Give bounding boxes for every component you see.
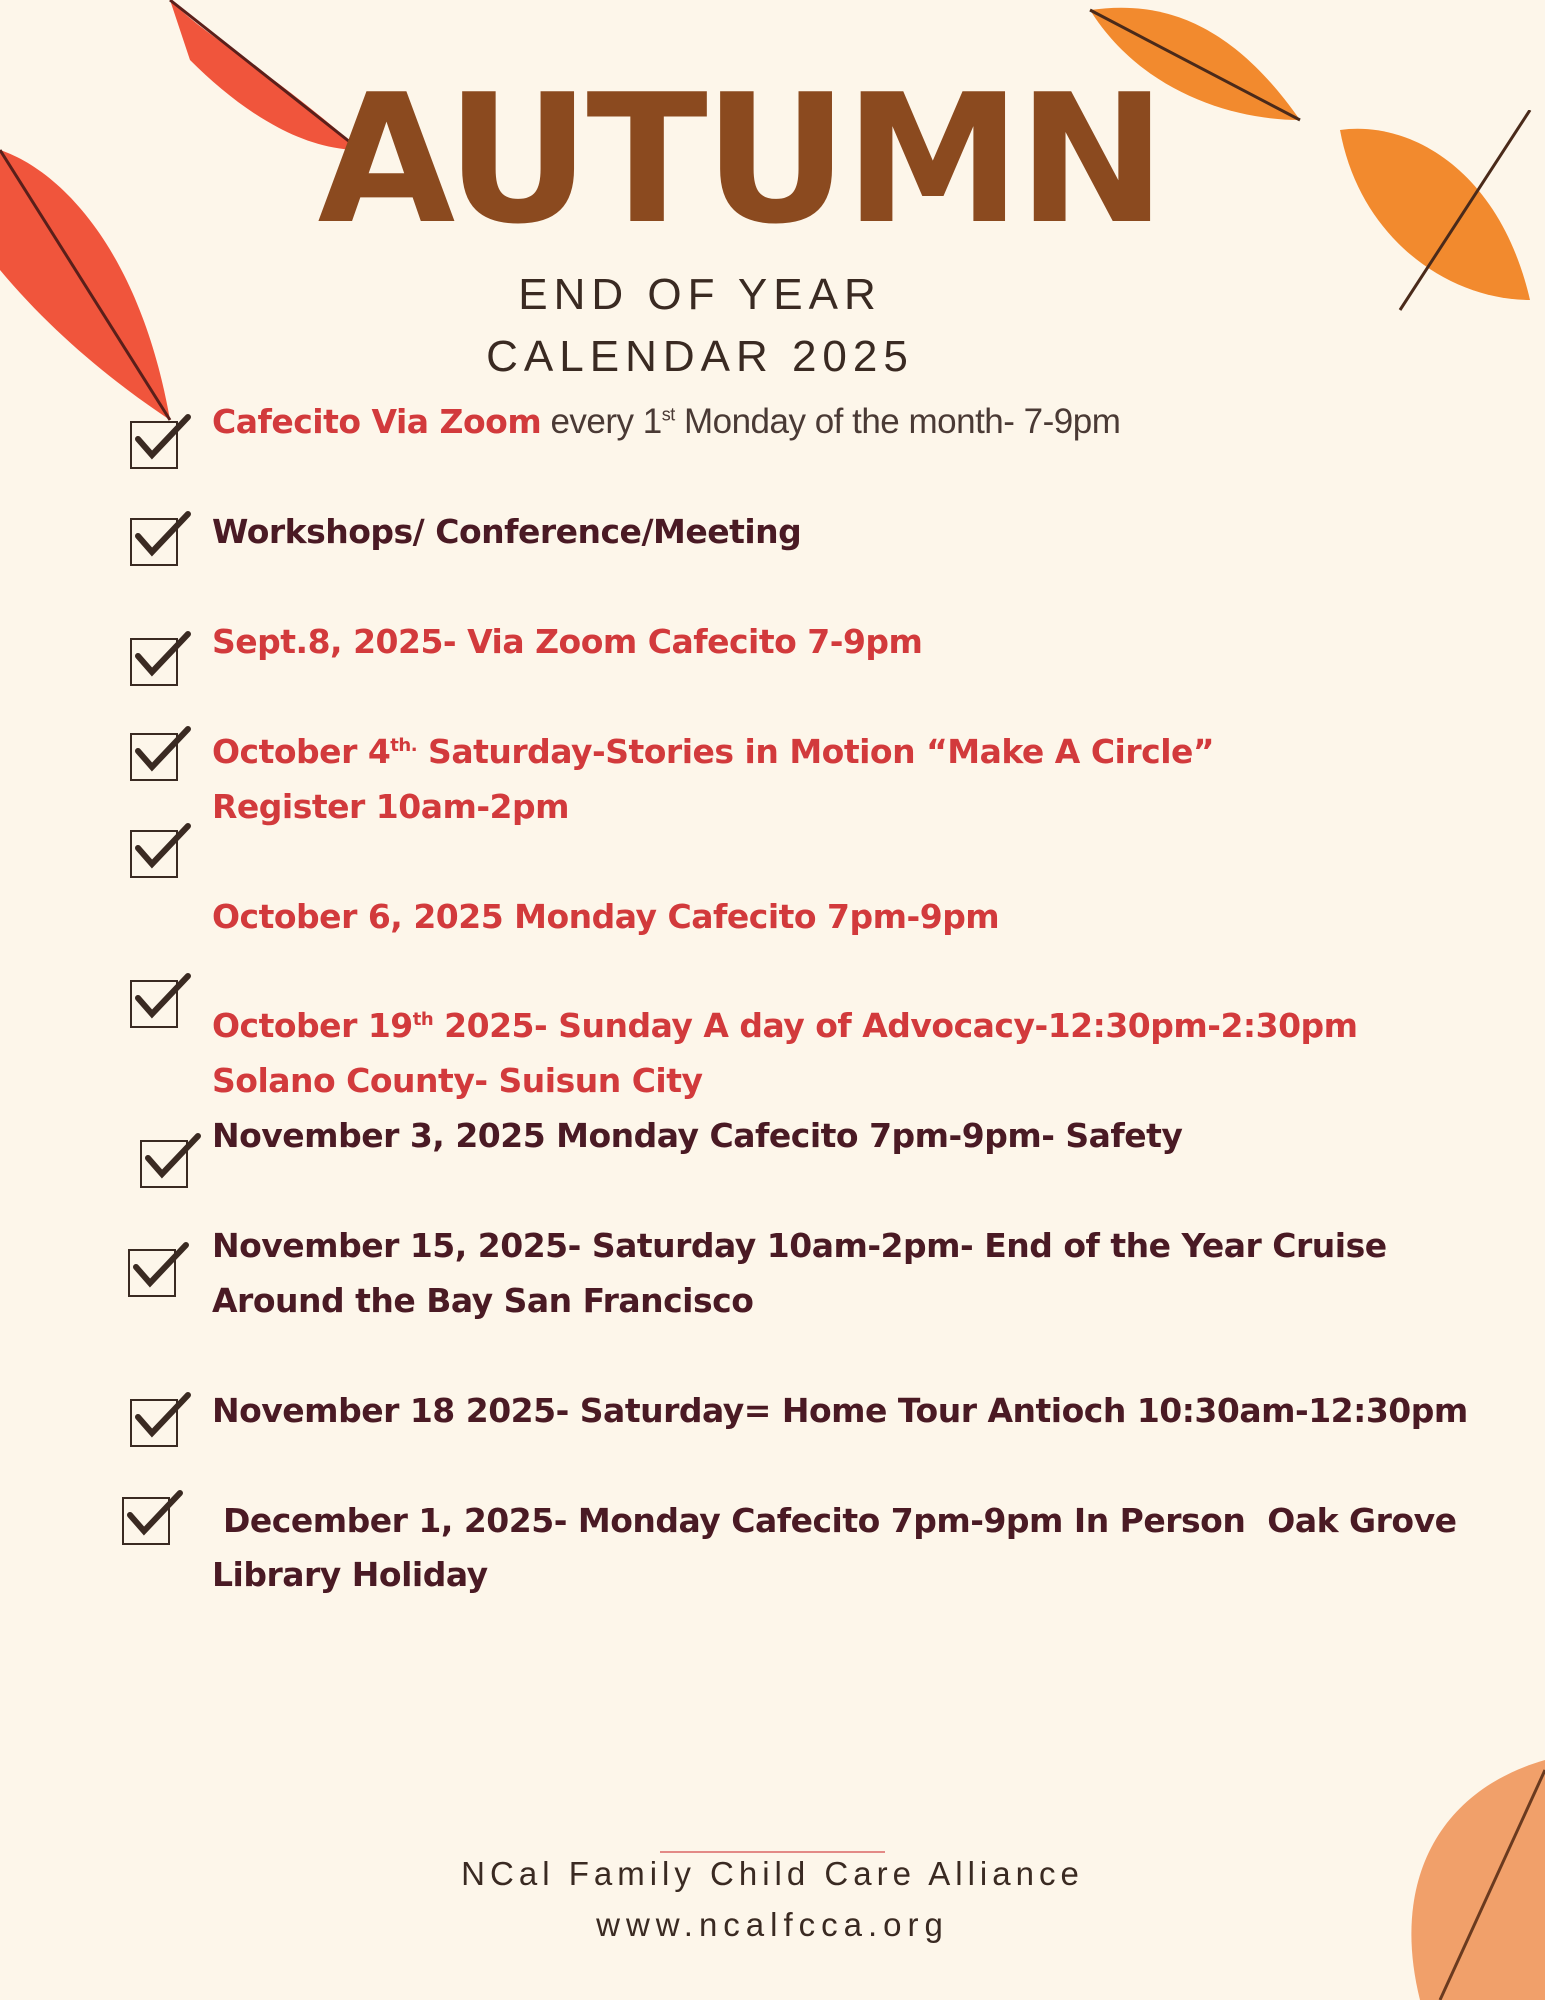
page-title: AUTUMN <box>317 56 1163 263</box>
checked-box-icon <box>130 1399 178 1447</box>
item-rest: every 1st Monday of the month- 7-9pm <box>541 402 1121 441</box>
list-item: Workshops/ Conference/Meeting <box>212 512 802 551</box>
checked-box-icon <box>122 1497 170 1545</box>
leaf-icon <box>0 130 190 430</box>
list-item: Library Holiday <box>212 1555 488 1594</box>
checked-box-icon <box>130 830 178 878</box>
list-item: Solano County- Suisun City <box>212 1061 703 1100</box>
subtitle-line-2: CALENDAR 2025 <box>486 332 914 381</box>
checked-box-icon <box>130 518 178 566</box>
checked-box-icon <box>130 733 178 781</box>
item-lead: Cafecito Via Zoom <box>212 402 542 441</box>
leaf-icon <box>1300 110 1545 320</box>
footer-divider <box>660 1851 885 1853</box>
list-item: November 15, 2025- Saturday 10am-2pm- End of the Year Cruise <box>212 1226 1387 1265</box>
list-item: Sept.8, 2025- Via Zoom Cafecito 7-9pm <box>212 622 923 661</box>
subtitle-line-1: END OF YEAR <box>518 270 882 319</box>
footer-website: www.ncalfcca.org <box>596 1906 949 1943</box>
checked-box-icon <box>130 980 178 1028</box>
list-item: October 6, 2025 Monday Cafecito 7pm-9pm <box>212 897 1000 936</box>
list-item: October 19th 2025- Sunday A day of Advocacy-12:30pm-2:30pm <box>212 1006 1358 1045</box>
list-item <box>212 402 1120 442</box>
list-item: November 3, 2025 Monday Cafecito 7pm-9pm- Safety <box>212 1116 1183 1155</box>
list-item: Register 10am-2pm <box>212 787 570 826</box>
footer-organization: NCal Family Child Care Alliance <box>461 1855 1084 1892</box>
checked-box-icon <box>140 1140 188 1188</box>
list-item: Around the Bay San Francisco <box>212 1281 754 1320</box>
list-item: December 1, 2025- Monday Cafecito 7pm-9pm In Person Oak Grove <box>212 1501 1457 1540</box>
checked-box-icon <box>128 1249 176 1297</box>
list-item: November 18 2025- Saturday= Home Tour Antioch 10:30am-12:30pm <box>212 1391 1468 1430</box>
list-item: October $4^{th.}$ Saturday-Stories in Motion “Make A Circle” <box>212 732 1215 771</box>
checked-box-icon <box>130 421 178 469</box>
checked-box-icon <box>130 638 178 686</box>
